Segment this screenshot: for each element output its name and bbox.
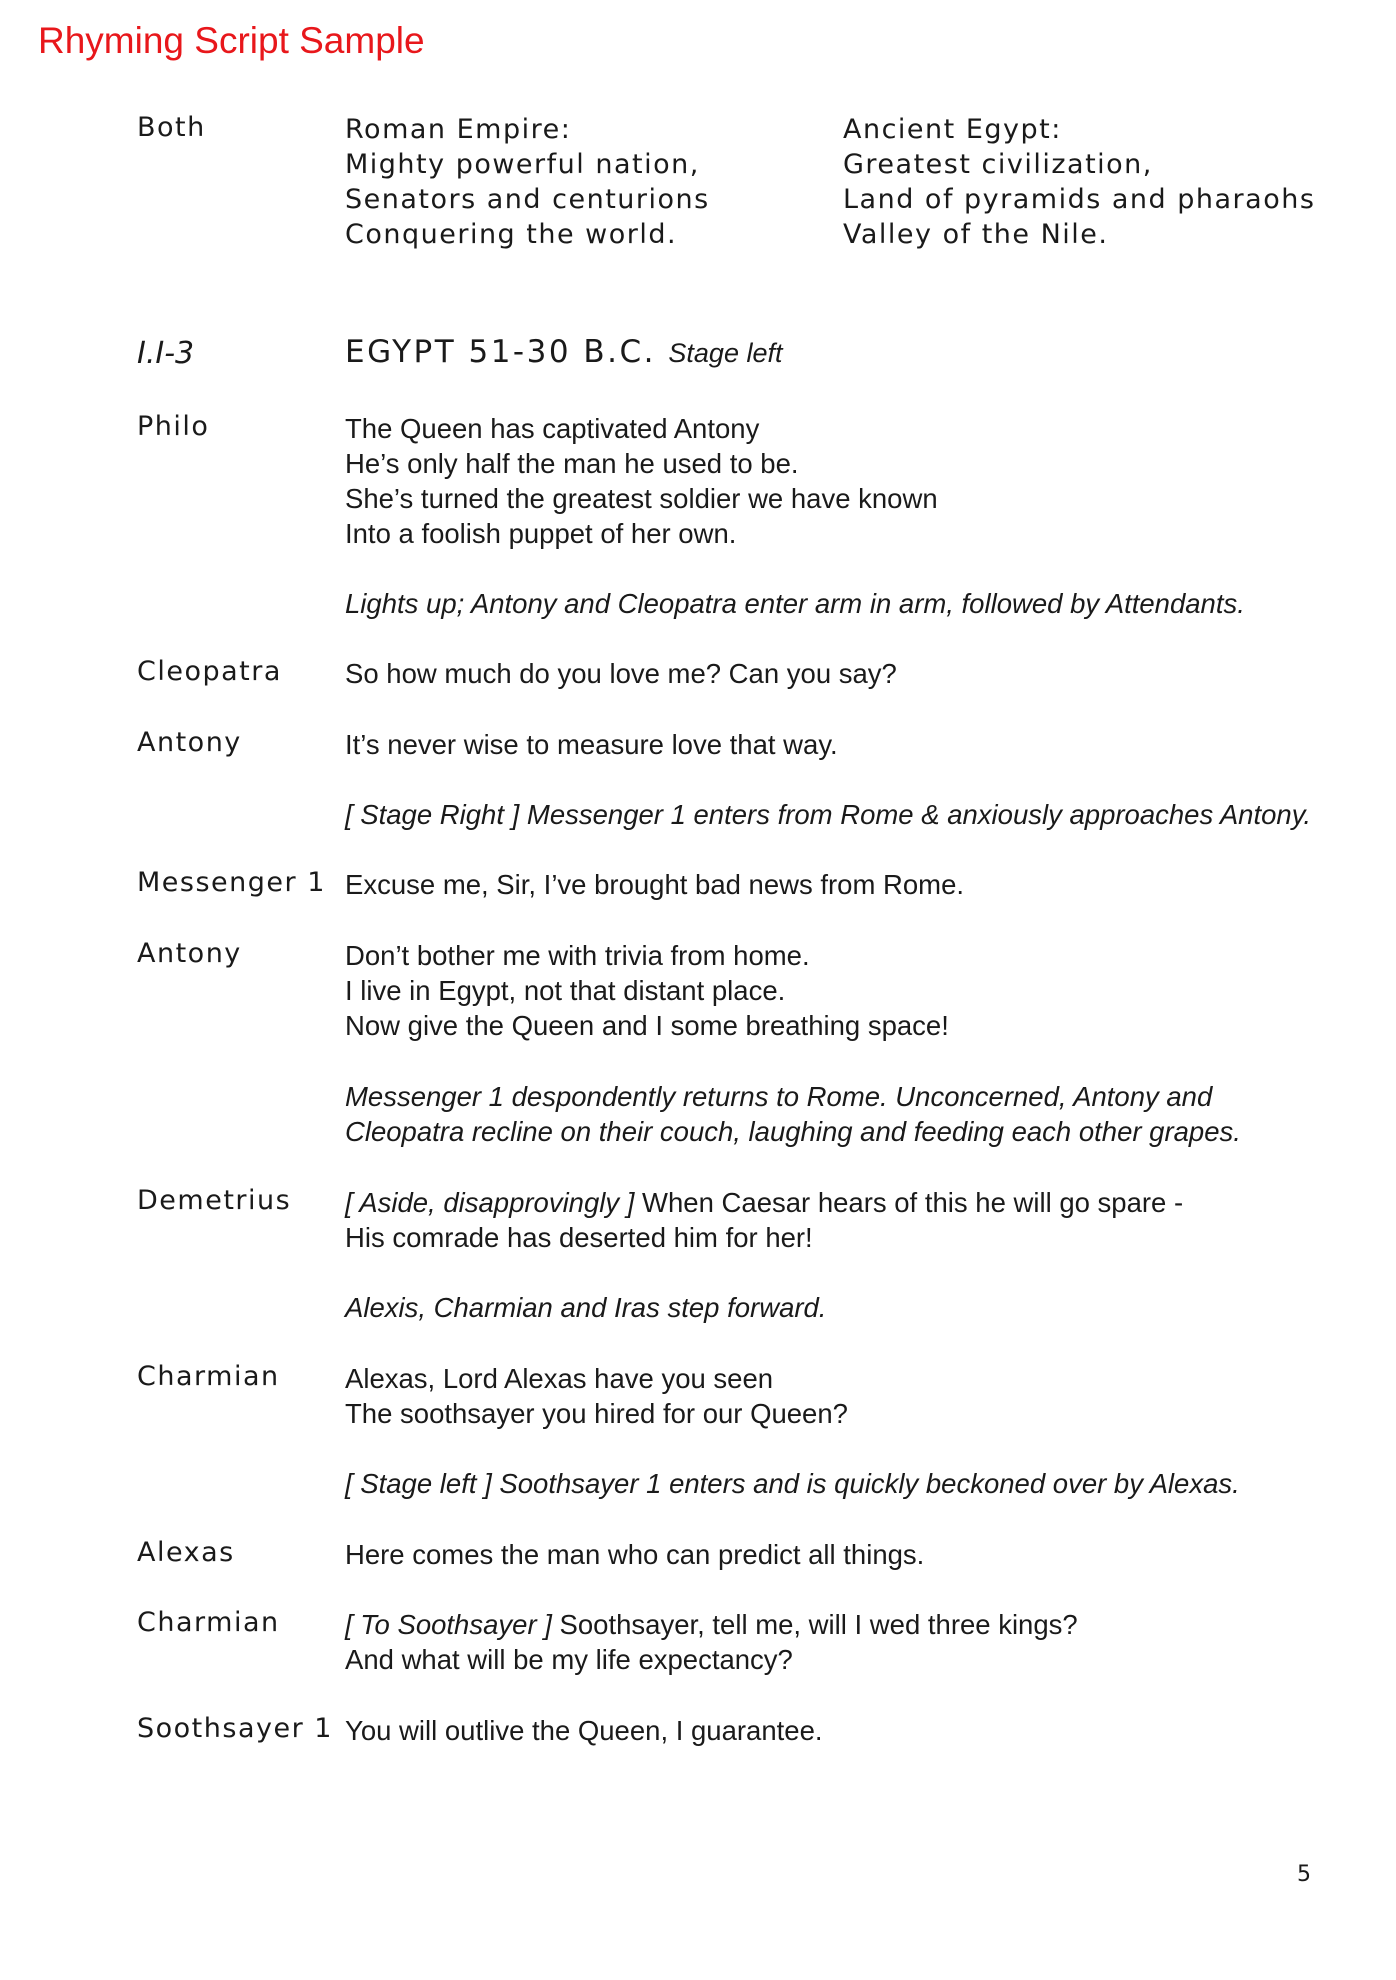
rome-line: Roman Empire: bbox=[345, 114, 572, 145]
speaker-cleopatra: Cleopatra bbox=[137, 656, 282, 687]
stage-direction: Alexis, Charmian and Iras step forward. bbox=[345, 1292, 827, 1323]
dialogue-line: You will outlive the Queen, I guarantee. bbox=[345, 1715, 823, 1746]
dialogue-line: Now give the Queen and I some breathing space! bbox=[345, 1010, 949, 1041]
dialogue-line: And what will be my life expectancy? bbox=[345, 1644, 793, 1675]
egypt-line: Greatest civilization, bbox=[843, 149, 1153, 180]
charmian-lines bbox=[345, 1361, 848, 1431]
dialogue-line bbox=[345, 1185, 1183, 1220]
dialogue-line: So how much do you love me? Can you say? bbox=[345, 658, 897, 689]
demetrius-lines bbox=[345, 1185, 1183, 1255]
rome-column bbox=[345, 112, 710, 252]
speaker-charmian: Charmian bbox=[137, 1607, 280, 1638]
dialogue-line: Alexas, Lord Alexas have you seen bbox=[345, 1363, 774, 1394]
speaker-antony: Antony bbox=[137, 938, 242, 969]
speaker-alexas: Alexas bbox=[137, 1537, 235, 1568]
aside-direction: [ To Soothsayer ] bbox=[345, 1609, 552, 1640]
egypt-column bbox=[843, 112, 1315, 252]
direction-line: Cleopatra recline on their couch, laughing and feeding each other grapes. bbox=[345, 1116, 1241, 1147]
dialogue-line: Here comes the man who can predict all things. bbox=[345, 1539, 925, 1570]
charmian-lines bbox=[345, 1607, 1078, 1677]
scene-title: EGYPT 51-30 B.C. bbox=[345, 334, 657, 370]
stage-direction: [ Stage left ] Soothsayer 1 enters and is quickly beckoned over by Alexas. bbox=[345, 1468, 1240, 1499]
dialogue-line: I live in Egypt, not that distant place. bbox=[345, 975, 786, 1006]
speaker-messenger: Messenger 1 bbox=[137, 867, 326, 898]
dialogue-text: When Caesar hears of this he will go spare - bbox=[634, 1187, 1184, 1218]
dialogue-text: Soothsayer, tell me, will I wed three kings? bbox=[551, 1609, 1078, 1640]
stage-direction: [ Stage Right ] Messenger 1 enters from Rome & anxiously approaches Antony. bbox=[345, 799, 1312, 830]
egypt-line: Valley of the Nile. bbox=[843, 219, 1109, 250]
philo-lines bbox=[345, 411, 938, 551]
egypt-line: Land of pyramids and pharaohs bbox=[843, 184, 1316, 215]
dialogue-line: The Queen has captivated Antony bbox=[345, 413, 760, 444]
dialogue-line: She’s turned the greatest soldier we have known bbox=[345, 483, 938, 514]
scene-direction: Stage left bbox=[668, 338, 783, 368]
dialogue-line bbox=[345, 1607, 1078, 1642]
page-number: 5 bbox=[1297, 1862, 1311, 1887]
dialogue-line: Into a foolish puppet of her own. bbox=[345, 518, 737, 549]
scene-heading bbox=[345, 334, 782, 370]
speaker-charmian: Charmian bbox=[137, 1361, 280, 1392]
sample-banner: Rhyming Script Sample bbox=[38, 20, 425, 61]
stage-direction: Lights up; Antony and Cleopatra enter arm in arm, followed by Attendants. bbox=[345, 588, 1245, 619]
dialogue-line: The soothsayer you hired for our Queen? bbox=[345, 1398, 848, 1429]
dialogue-line: He’s only half the man he used to be. bbox=[345, 448, 799, 479]
rome-line: Mighty powerful nation, bbox=[345, 149, 700, 180]
rome-line: Conquering the world. bbox=[345, 219, 678, 250]
speaker-soothsayer: Soothsayer 1 bbox=[137, 1713, 333, 1744]
dialogue-line: His comrade has deserted him for her! bbox=[345, 1222, 813, 1253]
speaker-both: Both bbox=[137, 112, 206, 143]
antony-lines bbox=[345, 938, 949, 1043]
dialogue-line: Excuse me, Sir, I’ve brought bad news from Rome. bbox=[345, 869, 965, 900]
rome-line: Senators and centurions bbox=[345, 184, 710, 215]
aside-direction: [ Aside, disapprovingly ] bbox=[345, 1187, 635, 1218]
dialogue-line: Don’t bother me with trivia from home. bbox=[345, 940, 810, 971]
speaker-demetrius: Demetrius bbox=[137, 1185, 292, 1216]
dialogue-line: It’s never wise to measure love that way. bbox=[345, 729, 838, 760]
speaker-antony: Antony bbox=[137, 727, 242, 758]
stage-direction bbox=[345, 1079, 1241, 1149]
scene-number: I.I-3 bbox=[137, 336, 195, 371]
egypt-line: Ancient Egypt: bbox=[843, 114, 1062, 145]
speaker-philo: Philo bbox=[137, 411, 210, 442]
direction-line: Messenger 1 despondently returns to Rome. Unconcerned, Antony and bbox=[345, 1081, 1213, 1112]
